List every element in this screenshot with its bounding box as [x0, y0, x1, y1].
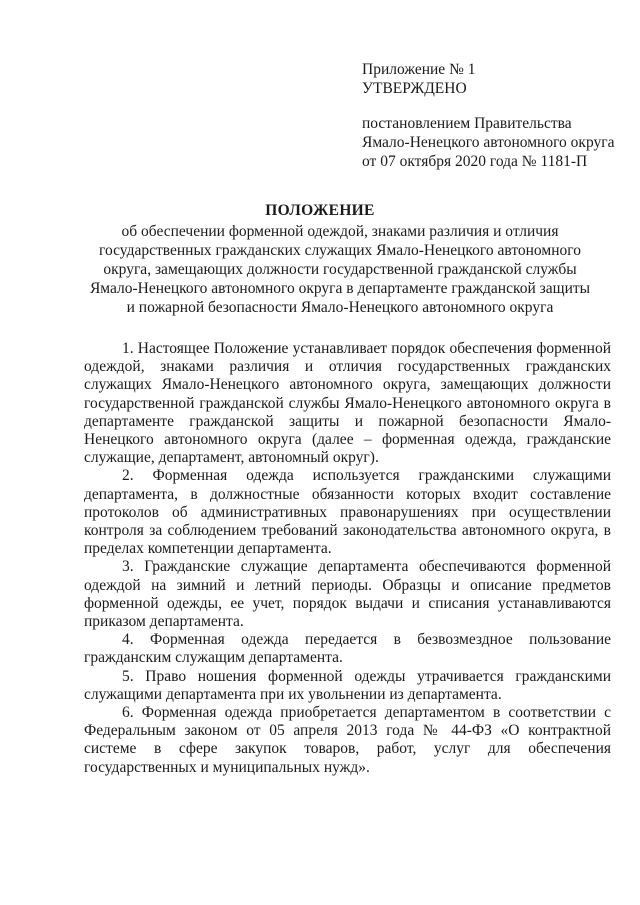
subtitle-line-1: об обеспечении форменной одеждой, знаками различия и отличия	[121, 223, 559, 240]
paragraph-4: 4. Форменная одежда передается в безвозмездное пользование гражданским служащим департамента.	[84, 631, 611, 667]
decree-line-3: от 07 октября 2020 года № 1181-П	[362, 153, 588, 170]
document-subtitle	[60, 222, 620, 317]
document-title: ПОЛОЖЕНИЕ	[265, 202, 375, 219]
subtitle-line-2: государственных гражданских служащих Ямало-Ненецкого автономного	[99, 242, 581, 259]
document-body	[84, 340, 611, 777]
decree-line-2: Ямало-Ненецкого автономного округа	[362, 134, 615, 151]
paragraph-2: 2. Форменная одежда используется гражданскими служащими департамента, в должностные обязанности которых входит составление протоколов об административных правонарушениях при осуществлении контроля за соблюдением требований законодательства автономного округа, в пределах компетенции департамента.	[84, 467, 611, 558]
subtitle-line-4: Ямало-Ненецкого автономного округа в департаменте гражданской защиты	[89, 280, 591, 297]
paragraph-6: 6. Форменная одежда приобретается департаментом в соответствии с Федеральным законом от 05 апреля 2013 года № 44-ФЗ «О контрактной системе в сфере закупок товаров, работ, услуг для обеспечения государственных и муниципальных нужд».	[84, 704, 611, 776]
decree-line-1: постановлением Правительства	[362, 115, 572, 132]
annex-number: Приложение № 1	[362, 61, 476, 78]
paragraph-3: 3. Гражданские служащие департамента обеспечиваются форменной одеждой на зимний и летний периоды. Образцы и описание предметов форменной одежды, ее учет, порядок выдачи и списания устанавливаются приказом департамента.	[84, 558, 611, 631]
subtitle-line-5: и пожарной безопасности Ямало-Ненецкого автономного округа	[126, 299, 554, 316]
annex-block	[362, 60, 622, 171]
paragraph-1: 1. Настоящее Положение устанавливает порядок обеспечения форменной одеждой, знаками различия и отличия государственных гражданских служащих Ямало-Ненецкого автономного округа, замещающих должности государственной гражданской службы Ямало-Ненецкого автономного округа в департаменте гражданской защиты и пожарной безопасности Ямало-Ненецкого автономного округа (далее – форменная одежда, гражданские служащие, департамент, автономный округ).	[84, 340, 611, 467]
annex-spacer	[362, 98, 622, 114]
subtitle-line-3: округа, замещающих должности государственной гражданской службы	[103, 261, 577, 278]
paragraph-5: 5. Право ношения форменной одежды утрачивается гражданскими служащими департамента при их увольнении из департамента.	[84, 667, 611, 703]
approved-label: УТВЕРЖДЕНО	[362, 80, 467, 97]
